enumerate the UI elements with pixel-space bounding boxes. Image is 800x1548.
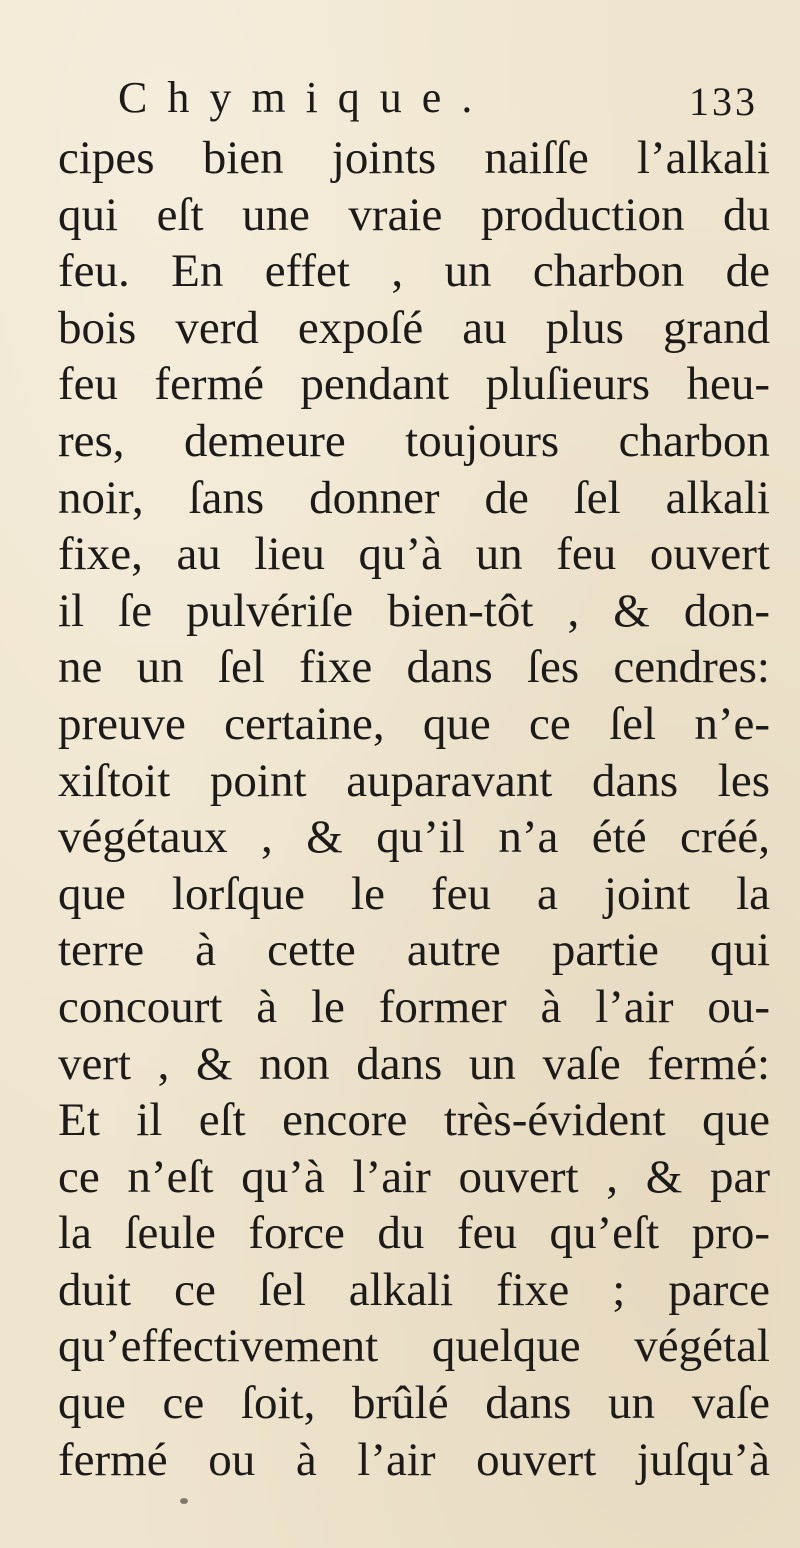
text-line: ce n’eſt qu’à l’air ouvert , & par [58, 1150, 770, 1203]
text-line: duit ce ſel alkali fixe ; parce [58, 1263, 770, 1316]
text-line: végétaux , & qu’il n’a été créé, [58, 811, 770, 864]
ink-speck [180, 1498, 188, 1504]
text-line: que lorſque le feu a joint la [58, 867, 770, 920]
text-line: bois verd expoſé au plus grand [58, 301, 770, 354]
text-line: concourt à le former à l’air ou- [58, 980, 770, 1033]
text-line: cipes bien joints naiſſe l’alkali [58, 132, 770, 184]
text-line: qu’effectivement quelque végétal [58, 1320, 770, 1373]
text-line: ne un ſel fixe dans ſes cendres: [58, 641, 770, 694]
page-number: 133 [689, 79, 758, 124]
text-line: xiſtoit point auparavant dans les [58, 754, 770, 807]
text-line: noir, ſans donner de ſel alkali [58, 471, 770, 524]
text-line: res, demeure toujours charbon [58, 414, 770, 467]
page-header [118, 68, 758, 130]
text-line: Et il eſt encore très-évident que [58, 1094, 770, 1147]
text-line: terre à cette autre partie qui [58, 924, 770, 977]
running-title: Chymique. [118, 73, 493, 122]
text-line: que ce ſoit, brûlé dans un vaſe [58, 1377, 770, 1430]
text-line: fermé ou à l’air ouvert juſqu’à [58, 1433, 770, 1486]
text-line: la ſeule force du feu qu’eſt pro- [58, 1207, 770, 1260]
text-line: il ſe pulvériſe bien-tôt , & don- [58, 584, 770, 637]
text-line: vert , & non dans un vaſe fermé: [58, 1037, 770, 1090]
text-line: feu. En effet , un charbon de [58, 245, 770, 298]
text-line: preuve certaine, que ce ſel n’e- [58, 697, 770, 750]
text-line: fixe, au lieu qu’à un feu ouvert [58, 528, 770, 581]
text-line: feu fermé pendant pluſieurs heu- [58, 358, 770, 411]
body-text [58, 130, 770, 1488]
text-line: qui eſt une vraie production du [58, 188, 770, 241]
